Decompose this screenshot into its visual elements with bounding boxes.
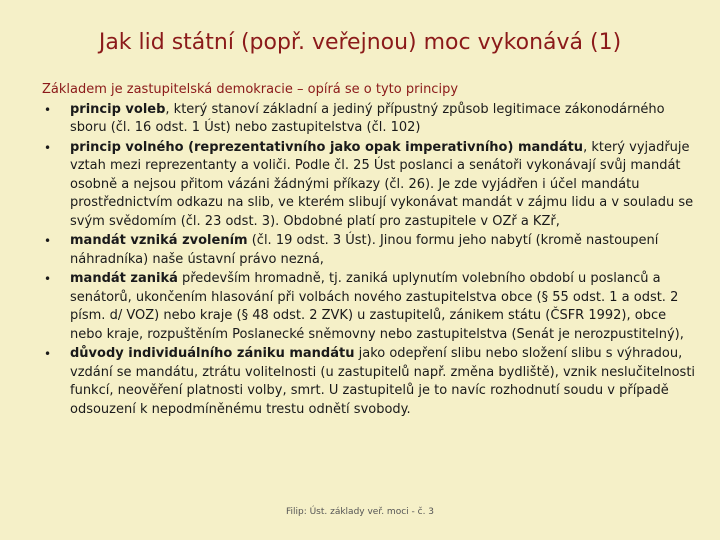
bullet-icon: • <box>44 272 52 286</box>
item-text: , který stanoví základní a jediný přípustný způsob legitimace zákonodárného sboru (čl. 16 odst. 1 Úst) nebo zastupitelstva (čl. 102) <box>70 101 665 135</box>
list-item <box>42 101 697 138</box>
list-item <box>42 232 697 269</box>
item-text: především hromadně, tj. zaniká uplynutím volebního období u poslanců a senátorů, ukončením hlasování při volbách nového zastupitelstva obce (§ 55 odst. 1 a odst. 2 písm. d/ VOZ) nebo kraje (§ 48 odst. 2 ZVK) u zastupitelů, zánikem státu (ČSFR 1992), obce nebo kraje, rozpuštěním Poslanecké sněmovny nebo zastupitelstva (Senát je nerozpustitelný), <box>70 271 684 342</box>
slide-content <box>42 81 697 420</box>
list-item <box>42 139 697 232</box>
item-text: (čl. 19 odst. 3 Úst). Jinou formu jeho nabytí (kromě nastoupení náhradníka) naše ústavní právo nezná, <box>70 233 659 267</box>
item-emphasis: princip voleb <box>70 101 166 117</box>
item-emphasis: princip volného (reprezentativního jako opak imperativního) mandátu <box>70 139 584 155</box>
item-emphasis: mandát zaniká <box>70 271 178 286</box>
slide-footer: Filip: Úst. základy veř. moci - č. 3 <box>285 507 435 517</box>
list-item <box>42 270 697 344</box>
bullet-icon: • <box>44 234 52 248</box>
bullet-icon: • <box>44 102 52 117</box>
item-emphasis: důvody individuálního zániku mandátu <box>70 346 355 361</box>
intro-text: Základem je zastupitelská demokracie – opírá se o tyto principy <box>42 82 459 97</box>
item-text: , který vyjadřuje vztah mezi reprezentanty a voliči. Podle čl. 25 Úst poslanci a senátoři vykonávají svůj mandát osobně a nejsou přitom vázáni žádnými příkazy (čl. 26). Je zde vyjádřen i účel mandátu prostřednictvím odkazu na slib, ve kterém slibují vykonávat mandát v zájmu lidu a v souladu se svým svědomím (čl. 23 odst. 3). Obdobné platí pro zastupitele v OZř a KZř, <box>70 139 694 229</box>
bullet-icon: • <box>44 140 52 155</box>
slide-title: Jak lid státní (popř. veřejnou) moc vykonává (1) <box>98 30 622 55</box>
list-item <box>42 345 697 419</box>
principles-list <box>42 101 697 420</box>
item-text: jako odepření slibu nebo složení slibu s výhradou, vzdání se mandátu, ztrátu volitelnosti (u zastupitelů např. změna bydliště), vznik neslučitelnosti funkcí, neověření platnosti volby, smrt. U zastupitelů je to navíc rozhodnutí soudu v případě odsouzení k nepodmíněnému trestu odnětí svobody. <box>70 346 696 417</box>
item-emphasis: mandát vzniká zvolením <box>70 233 248 248</box>
bullet-icon: • <box>44 347 52 361</box>
